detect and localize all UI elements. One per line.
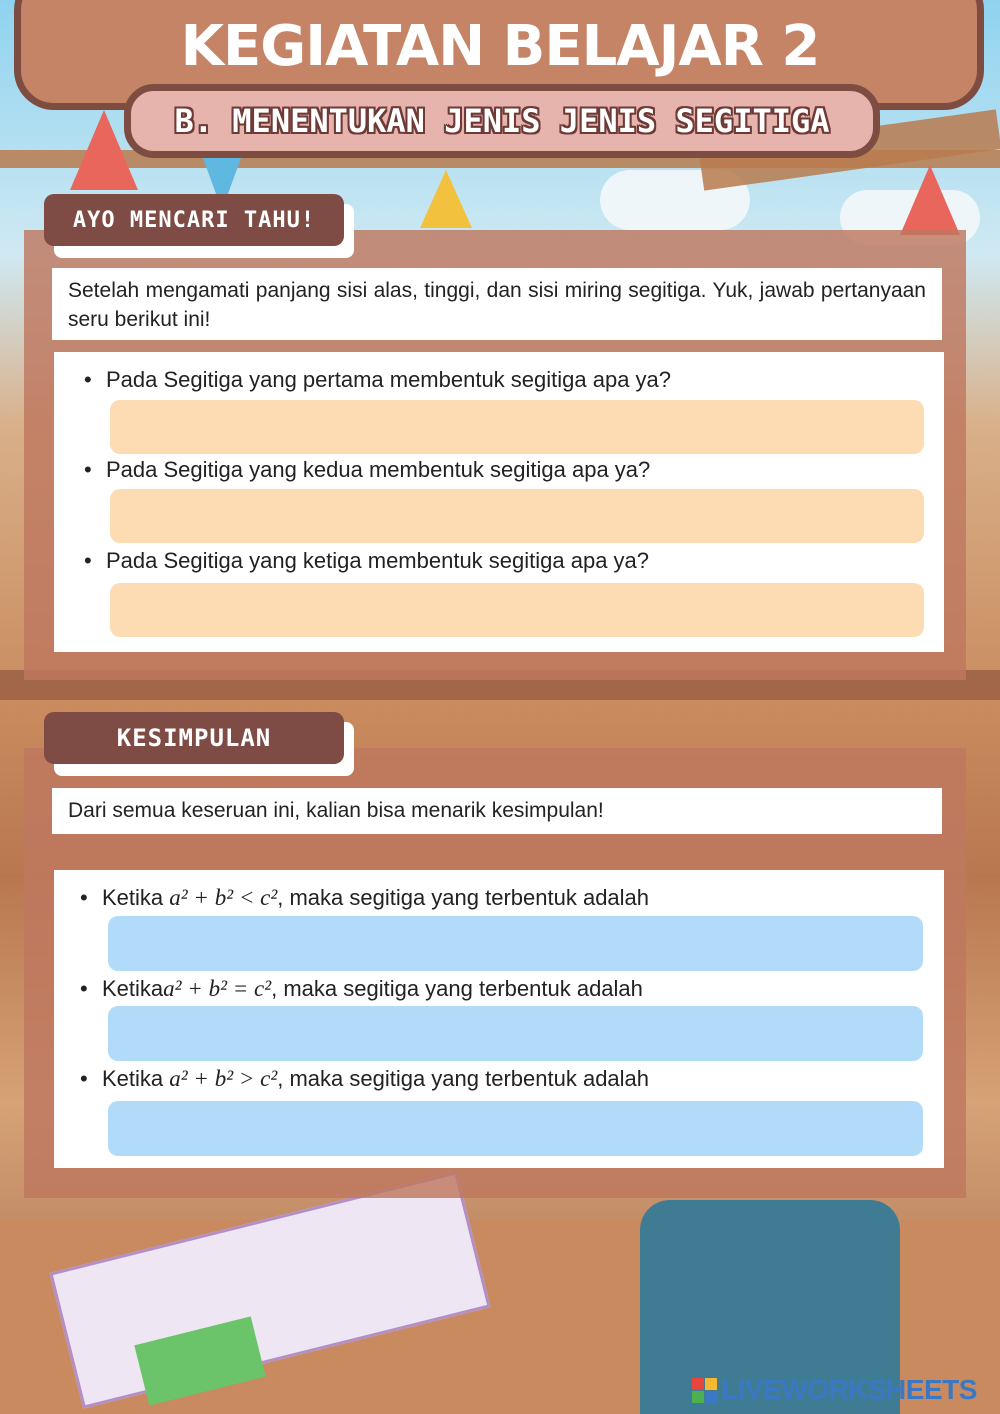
- find-answer-field-3[interactable]: [110, 583, 924, 637]
- find-question-3-text: Pada Segitiga yang ketiga membentuk segitiga apa ya?: [106, 548, 650, 573]
- conclusion-item-1-math: a² + b² < c²: [169, 885, 278, 910]
- find-section-tag-label: AYO MENCARI TAHU!: [72, 207, 316, 233]
- conclusion-answer-field-2[interactable]: [108, 1006, 923, 1061]
- conclusion-answer-field-3[interactable]: [108, 1101, 923, 1156]
- find-question-1: • Pada Segitiga yang pertama membentuk segitiga apa ya?: [84, 367, 672, 392]
- find-question-1-text: Pada Segitiga yang pertama membentuk segitiga apa ya?: [106, 367, 672, 392]
- page-subtitle: B. MENENTUKAN JENIS JENIS SEGITIGA: [174, 102, 830, 140]
- find-question-3: • Pada Segitiga yang ketiga membentuk segitiga apa ya?: [84, 548, 650, 573]
- find-intro-text: Setelah mengamati panjang sisi alas, tinggi, dan sisi miring segitiga. Yuk, jawab pertanyaan seru berikut ini!: [52, 268, 942, 340]
- subtitle-banner: [124, 84, 880, 158]
- conclusion-intro-text: Dari semua keseruan ini, kalian bisa menarik kesimpulan!: [52, 788, 942, 834]
- conclusion-item-2-suffix: , maka segitiga yang terbentuk adalah: [271, 976, 643, 1001]
- find-section-tag: [44, 194, 344, 246]
- conclusion-item-3-math: a² + b² > c²: [169, 1066, 278, 1091]
- conclusion-item-1: • Ketika a² + b² < c², maka segitiga yang terbentuk adalah: [80, 885, 650, 910]
- conclusion-section-tag-label: KESIMPULAN: [116, 724, 272, 752]
- conclusion-item-3-prefix: Ketika: [102, 1066, 164, 1091]
- liveworksheets-logo-icon: [692, 1378, 717, 1403]
- conclusion-answer-field-1[interactable]: [108, 916, 923, 971]
- conclusion-item-2: • Ketikaa² + b² = c², maka segitiga yang terbentuk adalah: [80, 976, 643, 1001]
- conclusion-item-1-suffix: , maka segitiga yang terbentuk adalah: [277, 885, 650, 910]
- find-answer-field-2[interactable]: [110, 489, 924, 543]
- page-title: KEGIATAN BELAJAR 2: [180, 14, 820, 79]
- conclusion-item-2-math: a² + b² = c²: [163, 976, 272, 1001]
- conclusion-section-tag: [44, 712, 344, 764]
- find-answer-field-1[interactable]: [110, 400, 924, 454]
- conclusion-item-1-prefix: Ketika: [102, 885, 164, 910]
- conclusion-item-3: • Ketika a² + b² > c², maka segitiga yang terbentuk adalah: [80, 1066, 650, 1091]
- liveworksheets-logo-text: LIVEWORKSHEETS: [721, 1374, 977, 1405]
- liveworksheets-logo: [692, 1374, 977, 1406]
- find-question-2-text: Pada Segitiga yang kedua membentuk segitiga apa ya?: [106, 457, 651, 482]
- conclusion-item-3-suffix: , maka segitiga yang terbentuk adalah: [277, 1066, 650, 1091]
- find-question-2: • Pada Segitiga yang kedua membentuk segitiga apa ya?: [84, 457, 651, 482]
- conclusion-item-2-prefix: Ketika: [102, 976, 164, 1001]
